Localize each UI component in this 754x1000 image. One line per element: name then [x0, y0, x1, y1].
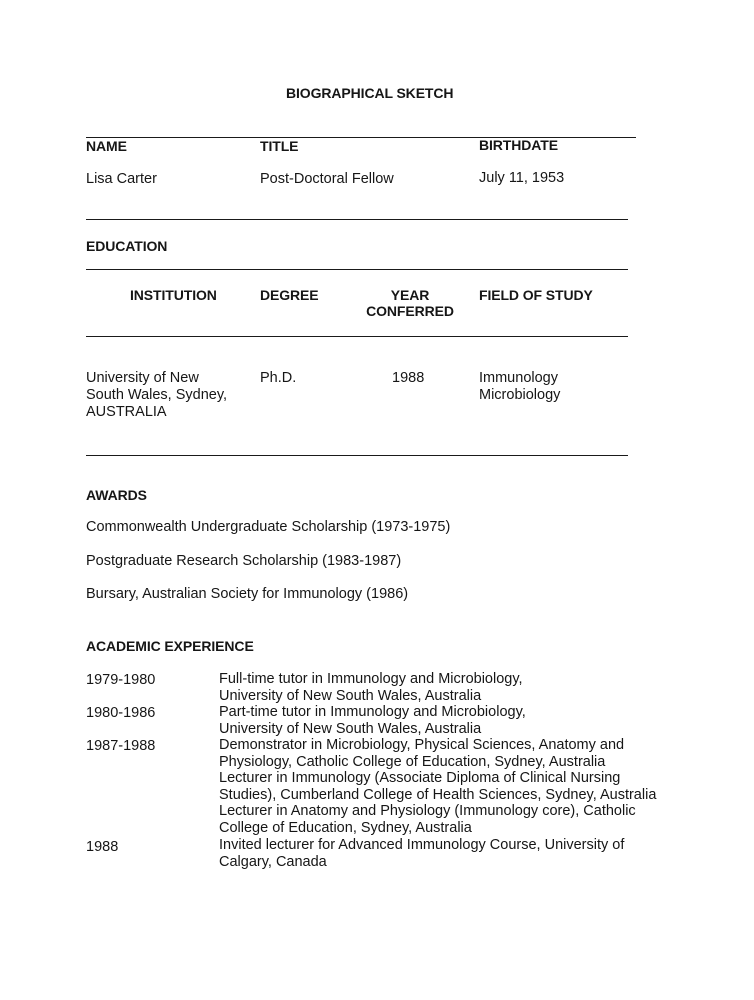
year-conferred-column-header — [350, 287, 470, 319]
institution-line: AUSTRALIA — [86, 404, 167, 420]
experience-description — [219, 671, 523, 704]
birthdate-value: July 11, 1953 — [479, 170, 565, 186]
education-top-rule — [86, 269, 628, 270]
experience-line: College of Education, Sydney, Australia — [219, 819, 472, 836]
degree-column-header: DEGREE — [260, 287, 319, 303]
experience-line: Physiology, Catholic College of Education, Sydney, Australia — [219, 753, 606, 770]
experience-line: Lecturer in Anatomy and Physiology (Immunology core), Catholic — [219, 803, 636, 820]
award-item: Bursary, Australian Society for Immunology (1986) — [86, 586, 409, 602]
education-heading: EDUCATION — [86, 238, 168, 254]
experience-years: 1980-1986 — [86, 705, 156, 721]
experience-years: 1979-1980 — [86, 672, 156, 688]
experience-line: Studies), Cumberland College of Health Sciences, Sydney, Australia — [219, 786, 657, 803]
institution-line: South Wales, Sydney, — [86, 387, 228, 403]
institution-line: University of New — [86, 370, 199, 386]
academic-experience-heading: ACADEMIC EXPERIENCE — [86, 638, 254, 654]
document-title: BIOGRAPHICAL SKETCH — [286, 85, 454, 101]
experience-line: Calgary, Canada — [219, 853, 327, 870]
experience-line: University of New South Wales, Australia — [219, 720, 482, 737]
birthdate-label: BIRTHDATE — [479, 137, 558, 153]
education-header-rule — [86, 336, 628, 337]
experience-line: Demonstrator in Microbiology, Physical Sciences, Anatomy and — [219, 737, 625, 753]
education-bottom-rule — [86, 455, 628, 456]
name-label: NAME — [86, 138, 127, 154]
education-field-cell — [479, 370, 560, 404]
experience-line: Part-time tutor in Immunology and Microbiology, — [219, 704, 526, 720]
section-rule — [86, 219, 628, 220]
experience-years: 1988 — [86, 839, 119, 855]
experience-line: Lecturer in Immunology (Associate Diploma of Clinical Nursing — [219, 770, 621, 787]
field-line: Immunology — [479, 370, 558, 386]
awards-heading: AWARDS — [86, 487, 147, 503]
education-degree-cell: Ph.D. — [260, 370, 297, 386]
experience-line: Invited lecturer for Advanced Immunology Course, University of — [219, 837, 625, 853]
field-line: Microbiology — [479, 387, 561, 403]
experience-line: University of New South Wales, Australia — [219, 687, 482, 704]
award-item: Postgraduate Research Scholarship (1983-1987) — [86, 553, 402, 569]
institution-column-header: INSTITUTION — [130, 287, 217, 303]
title-label: TITLE — [260, 138, 299, 154]
field-of-study-column-header: FIELD OF STUDY — [479, 287, 593, 303]
education-year-cell: 1988 — [392, 370, 425, 386]
title-value: Post-Doctoral Fellow — [260, 171, 394, 187]
name-value: Lisa Carter — [86, 171, 157, 187]
experience-description — [219, 737, 656, 837]
experience-description — [219, 837, 624, 870]
conferred-header-line: CONFERRED — [366, 303, 454, 319]
experience-years: 1987-1988 — [86, 738, 156, 754]
education-institution-cell — [86, 370, 227, 421]
experience-line: Full-time tutor in Immunology and Microbiology, — [219, 671, 523, 687]
award-item: Commonwealth Undergraduate Scholarship (1973-1975) — [86, 519, 451, 535]
experience-description — [219, 704, 526, 737]
year-header-line: YEAR — [390, 287, 430, 303]
